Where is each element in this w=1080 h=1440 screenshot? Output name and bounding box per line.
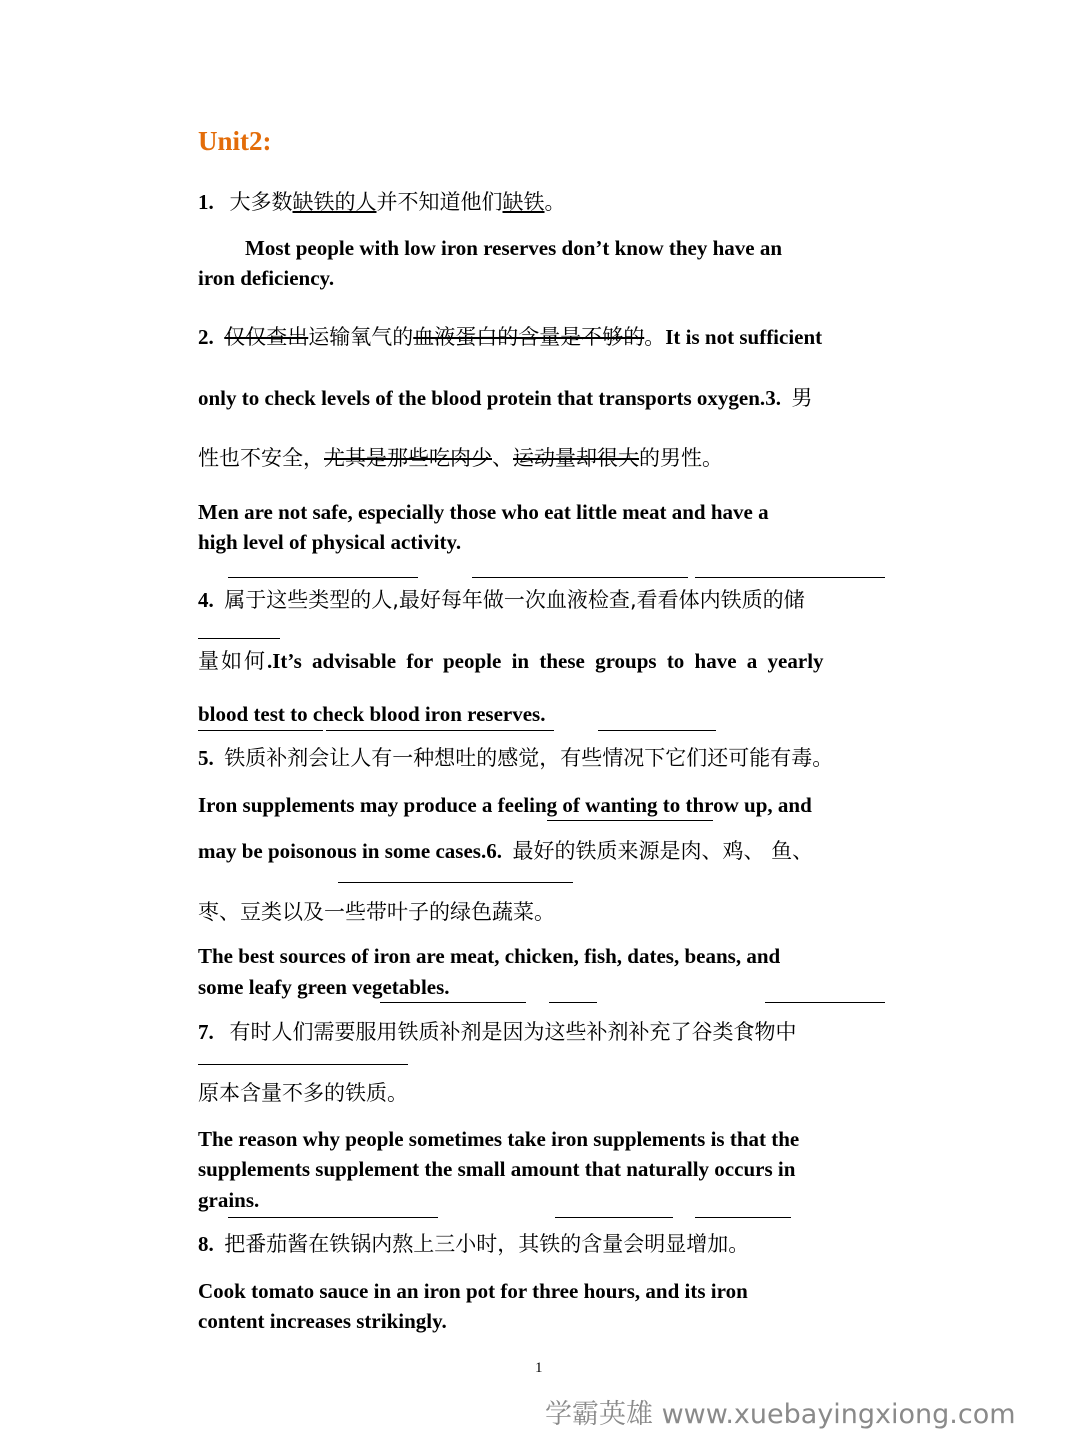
sentence-5-english-line-1: Iron supplements may produce a feeling of wanting to throw up, and (198, 793, 812, 817)
s1-cn-underlined: 缺铁 (502, 190, 545, 214)
blank-line (228, 1217, 438, 1218)
s5-en-part: may be poisonous in some cases. (198, 839, 487, 863)
blank-line (472, 577, 688, 578)
s2-cn-struck: 仅仅查出 (224, 325, 309, 349)
page-number: 1 (535, 1360, 543, 1376)
sentence-3-chinese (198, 442, 723, 472)
s3-cn-struck: 尤其是那些吃肉少 (324, 446, 492, 470)
s6-cn-part: 枣、豆类以及一些带叶子的绿色蔬菜。 (198, 900, 555, 924)
sentence-7-english-line-3: grains. (198, 1188, 260, 1212)
sentence-7-chinese-line-1 (198, 1016, 797, 1046)
sentence-7-english-line-2: supplements supplement the small amount that naturally occurs in (198, 1157, 796, 1181)
watermark: 学霸英雄 www.xuebayingxiong.com (545, 1399, 1016, 1430)
s2-cn-part: 。 (644, 325, 666, 349)
sentence-7-chinese-line-2 (198, 1077, 408, 1107)
blank-line (228, 577, 418, 578)
sentence-8-english-line-2: content increases strikingly. (198, 1309, 447, 1333)
sentence-8-number: 8. (198, 1232, 214, 1256)
sentence-3-english-line-2: high level of physical activity. (198, 530, 462, 554)
blank-line (555, 1217, 673, 1218)
s3-cn-part: 、 (492, 446, 513, 470)
sentence-1-english-line-1: Most people with low iron reserves don’t know they have an (245, 236, 783, 260)
blank-line (695, 1217, 791, 1218)
sentence-4-line-1 (198, 584, 805, 614)
s2-en-part: only to check levels of the blood protein that transports oxygen. (198, 386, 766, 410)
sentence-3-number: 3. (765, 386, 781, 410)
s8-cn-part: 把番茄酱在铁锅内熬上三小时，其铁的含量会明显增加。 (224, 1232, 750, 1256)
sentence-8-english-line-1: Cook tomato sauce in an iron pot for three hours, and its iron (198, 1279, 748, 1303)
sentence-8-chinese (198, 1228, 749, 1258)
sentence-2-line-2 (198, 382, 812, 412)
sentence-6-english-line-1: The best sources of iron are meat, chicken, fish, dates, beans, and (198, 944, 781, 968)
blank-line (326, 730, 554, 731)
sentence-5-number: 5. (198, 746, 214, 770)
s2-cn-struck: 血液蛋白的含量是不够的 (413, 325, 645, 349)
sentence-1-english-line-2: iron deficiency. (198, 266, 335, 290)
sentence-1-number: 1. (198, 190, 214, 214)
sentence-5-chinese (198, 742, 833, 772)
s3-cn-struck: 运动量却很大 (513, 446, 639, 470)
s4-en-part: .It’s advisable for people in these groups to have a yearly (267, 649, 824, 673)
s1-cn-part: 大多数 (229, 190, 293, 214)
sentence-2-number: 2. (198, 325, 214, 349)
unit-title: Unit2: (198, 126, 272, 156)
s5-cn-part: 铁质补剂会让人有一种想吐的感觉，有些情况下它们还可能有毒。 (224, 746, 834, 770)
s4-cn-part: ,最好每年做一次血液检查 (392, 588, 630, 612)
sentence-5-english-line-2 (198, 835, 813, 865)
s1-cn-part: 。 (544, 190, 566, 214)
s3-cn-part: 男 (791, 386, 813, 410)
sentence-4-number: 4. (198, 588, 214, 612)
sentence-6-chinese (198, 896, 555, 926)
sentence-7-english-line-1: The reason why people sometimes take iron supplements is that the (198, 1127, 800, 1151)
s3-cn-part: 的男性。 (639, 446, 723, 470)
sentence-4-line-3: blood test to check blood iron reserves. (198, 702, 546, 726)
blank-line (547, 820, 713, 821)
blank-line (198, 730, 323, 731)
blank-line (380, 1002, 526, 1003)
sentence-1-chinese (198, 186, 566, 216)
s4-cn-part: ,看看体内铁质的储 (629, 588, 805, 612)
s1-cn-part: 并不知道他们 (376, 190, 503, 214)
sentence-4-line-2 (198, 645, 824, 675)
sentence-7-number: 7. (198, 1020, 214, 1044)
s2-cn-part: 运输氧气的 (308, 325, 414, 349)
blank-line (598, 730, 716, 731)
blank-line (198, 638, 280, 639)
sentence-3-english-line-1: Men are not safe, especially those who eat little meat and have a (198, 500, 769, 524)
s3-cn-part: 性也不安全， (198, 446, 324, 470)
s1-cn-underlined: 缺铁的人 (292, 190, 377, 214)
blank-line (765, 1002, 885, 1003)
s7-cn-part: 原本含量不多的铁质。 (198, 1081, 408, 1105)
sentence-6-english-line-2: some leafy green vegetables. (198, 975, 450, 999)
s6-cn-part: 最好的铁质来源是肉、鸡、 鱼、 (512, 839, 814, 863)
s4-cn-part: 属于这些类型的人 (224, 588, 393, 612)
blank-line (695, 577, 885, 578)
blank-line (549, 1002, 597, 1003)
blank-line (198, 1064, 408, 1065)
s7-cn-part: 有时人们需要服用铁质补剂是因为这些补剂补充了谷类食物中 (229, 1020, 797, 1044)
s4-cn-part: 量如何 (198, 649, 267, 673)
sentence-2-line-1 (198, 321, 822, 351)
s2-en-part: It is not sufficient (665, 325, 823, 349)
sentence-6-number: 6. (486, 839, 502, 863)
blank-line (338, 882, 573, 883)
